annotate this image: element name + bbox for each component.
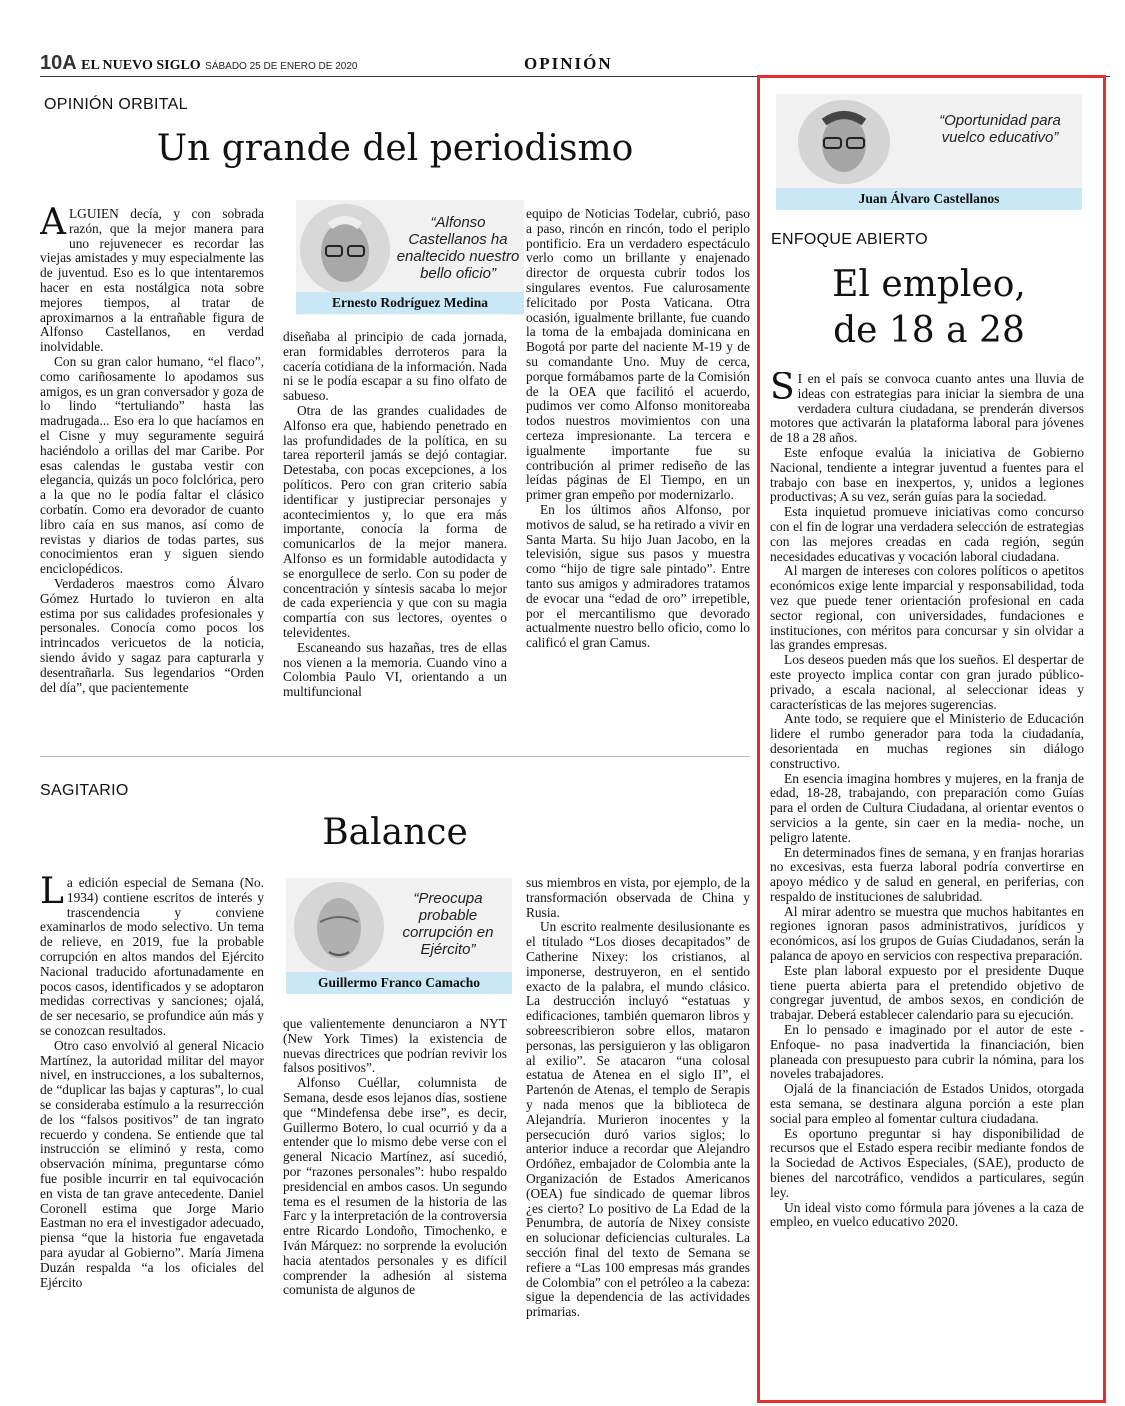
author-box [776, 94, 1082, 210]
article1-title: Un grande del periodismo [156, 128, 634, 169]
author-photo [300, 204, 390, 294]
page-number: 10A [40, 52, 77, 74]
article1-paragraph: Con su gran calor humano, “el flaco”, como cariñosamente lo apodamos sus amigos, es un gran conversador y goza de lo lindo “tertuliando” hasta las madrugada... Eso era lo que hacíamos en el Cisne y muy seguramente seguirá haciéndolo a orillas del mar Caribe. Por esas calendas le gustaba vestir con elegancia, quizás un poco folclórica, pero a la que no le podía faltar el clásico corbatín. Como era devorador de cuanto libro caía en sus manos, así como de revistas y diarios de todas partes, sus conocimientos eran y siguen siendo enciclopédicos. [40, 353, 264, 577]
article1-paragraph: Otra de las grandes cualidades de Alfonso era que, habiendo penetrado en las profundidades de la política, en su tarea reporteril jamás se dejó contagiar. Detestaba, con pocas excepciones, a los políticos. Pero con gran criterio sabía identificar y justipreciar personajes y acontecimientos y, lo que era más importante, conocía la forma de comunicarlos de la mejor manera. Alfonso es un formidable autodidacta y se enorgullece de serlo. Con su poder de concentración y síntesis sacaba lo mejor de cada experiencia y que con su magia compartía con sus lectores, oyentes o televidentes. [283, 402, 507, 640]
article3-paragraph: Ante todo, se requiere que el Ministerio de Educación lidere el rumbo generador para toda la ciudadanía, desorientada en muchas regiones sin diálogo constructivo. [770, 711, 1084, 771]
article3-paragraph: Ojalá de la financiación de Estados Unidos, otorgada esta semana, se destinara alguna porción a este plan social para empleo al fomentar cultura ciudadana. [770, 1081, 1084, 1126]
article1-paragraph: diseñaba al principio de cada jornada, eran formidables derroteros para la cacería cotidiana de la información. Nada ni se le podía escapar a su fino olfato de sabueso. [283, 330, 507, 404]
article1-paragraph: equipo de Noticias Todelar, cubrió, paso a paso, rincón en rincón, todo el periplo pontificio. Era un verdadero espectáculo verlo como un brillante y enajenado director de orquesta cubrir todos los singulares eventos. Fue calurosamente felicitado por Posta Vaticana. Otra ocasión, igualmente brillante, fue cuando la toma de la embajada dominicana en Bogotá por parte del naciente M-19 y de su comandante Uno. Muy de cerca, porque formábamos parte de la Comisión de la OEA que facilitó el acuerdo, pudimos ver como Alfonso monitoreaba todos nuestros movimientos con una certeza impresionante. La tercera e igualmente importante fue su contribución al primer rediseño de las leídas páginas de El Tiempo, en un primer gran empeño por modernizarlo. [526, 207, 750, 503]
section-divider [40, 756, 750, 757]
article3-paragraph: Es oportuno preguntar si hay disponibilidad de recursos que el Estado espera recibir mediante fondos de la Sociedad de Activos Especiales, (SAE), producto de bienes del narcotráfico, vendidos a particulares, según ley. [770, 1125, 1084, 1200]
article1-kicker: OPINIÓN ORBITAL [44, 96, 188, 113]
section-title: OPINIÓN [524, 54, 613, 73]
article3-title-line: de 18 a 28 [833, 310, 1025, 351]
article3-body [770, 372, 1084, 1382]
article2-paragraph: La edición especial de Semana (No. 1934) contiene escritos de interés y trascendencia y conviene examinarlos de modo selectivo. Un tema de relieve, en 2019, fue la probable corrupción en altos mandos del Ejército Nacional traducido afortunadamente en pocos casos, identificados y se adoptaron medidas correctivas y sanciones; ojalá, de ser necesario, se profundice aún más y se conozcan resultados. [40, 876, 264, 1038]
article2-kicker: SAGITARIO [40, 782, 129, 799]
article2-paragraph: que valientemente denunciaron a NYT (New York Times) la existencia de nuevas directrices que podrían revivir los falsos positivos”. [283, 1017, 507, 1076]
drop-cap: A [40, 207, 66, 243]
article3-paragraph: En esencia imagina hombres y mujeres, en la franja de edad, 18-28, trabajando, con preparación como Guías para el orden de Cultura Ciudadana, al orientar eventos o servicios a la gente, sin caer en la media- noche, un peligro latente. [770, 770, 1084, 845]
article1-column-2 [283, 330, 507, 750]
article3-paragraph: En lo pensado e imaginado por el autor de este -Enfoque- no pasa inadvertida la financiación, bien planeada con presupuesto para cubrir la nómina, para los noveles trabajadores. [770, 1022, 1084, 1082]
page-header [40, 52, 357, 75]
author-name: Juan Álvaro Castellanos [776, 188, 1082, 210]
article3-title [770, 262, 1088, 354]
author-box [286, 878, 512, 994]
article3-title-line: El empleo, [832, 264, 1026, 305]
drop-cap: L [40, 876, 64, 912]
article3-paragraph: Este enfoque evalúa la iniciativa de Gobierno Nacional, tendiente a integrar juventud a fuentes para el trabajo con base en inexpertos, y, unidos a legiones productivas; A su vez, serán guías para la sociedad. [770, 444, 1084, 505]
article2-column-1 [40, 876, 264, 1381]
article2-paragraph: sus miembros en vista, por ejemplo, de la transformación observada de China y Rusia. [526, 876, 750, 920]
article3-paragraph: Este plan laboral expuesto por el presidente Duque tiene puerta abierta para el pretendido objetivo de congregar juventud, de ambos sexos, en condición de trabajar. Deberá establecer calendario para su ejecución. [770, 962, 1084, 1023]
drop-cap: S [770, 372, 795, 408]
author-name: Ernesto Rodríguez Medina [296, 292, 524, 314]
author-quote: “Preocupa probable corrupción en Ejército” [402, 890, 494, 958]
article1-paragraph: Escaneando sus hazañas, tres de ellas nos vienen a la memoria. Cuando vino a Colombia Paulo VI, orientando a un multifuncional [283, 639, 507, 700]
author-box [296, 200, 524, 315]
article3-paragraph: Un ideal visto como fórmula para jóvenes a la caza de empleo, en vuelco educativo 2020. [770, 1199, 1084, 1230]
article2-paragraph: Un escrito realmente desilusionante es el titulado “Los dioses decapitados” de Catherine Nixey: los cristianos, al imponerse, destruyeron, en el sentido exacto de la palabra, el mundo clásico. La destrucción incluyó “estatuas y edificaciones, también quemaron libros y sobreescribieron sobre ellos, mataron personas, las persiguieron y las obligaron al exilio”. Se atacaron “una colosal estatua de Atenea en el siglo II”, el Partenón de Atenas, el templo de Serapis y nada menos que la biblioteca de Alejandría. Murieron inocentes y la persecución duró varios siglos; lo anterior induce a recordar que Alejandro Ordóñez, embajador de Colombia ante la Organización de Estados Americanos (OEA) fue sindicado de quemar libros ¿es cierto? Lo positivo de La Edad de la Penumbra, de autoría de Nixey consiste en solucionar deficiencias culturales. La sección final del texto de Semana se refiere a “Las 100 empresas más grandes de Colombia” con el petróleo a la cabeza: sigue la dependencia de las actividades primarias. [526, 919, 750, 1320]
article3-paragraph: Al mirar adentro se muestra que muchos habitantes en regiones ignoran pasos administrativos, jurídicos y económicos, así los grupos de Guías Ciudadanos, serán la palanca de apoyo en servicios con respectiva preparación. [770, 903, 1084, 964]
article1-paragraph: En los últimos años Alfonso, por motivos de salud, se ha retirado a vivir en Santa Marta. Su hijo Juan Jacobo, en la televisión, sigue sus pasos y muestra como “hijo de tigre sale pintado”. Entre tanto sus amigos y admiradores tratamos de evocar una “edad de oro” irrepetible, por el mercantilismo que devorado actualmente nuestro bello oficio, como lo calificó el gran Camus. [526, 501, 750, 651]
article2-column-3 [526, 876, 750, 1381]
author-quote: “Alfonso Castellanos ha enaltecido nuestro bello oficio” [396, 214, 520, 282]
author-quote: “Oportunidad para vuelco educativo” [939, 112, 1061, 146]
article2-paragraph: Otro caso envolvió al general Nicacio Martínez, la autoridad militar del mayor nivel, en instrucciones, a los subalternos, de “duplicar las bajas y capturas”, lo cual se consideraba estímulo a la resurrección de los “falsos positivos” de tan ingrato recuerdo y condena. Se entiende que tal instrucción se eliminó y resta, como observación mínima, preguntarse cómo fue posible incurrir en tal equivocación en vista de tan grave antecedente. Daniel Coronell estima que Jorge Mario Eastman no era el investigador adecuado, piensa “que la historia fue engavetada para ayudar al Gobierno”. María Jimena Duzán respalda “a los oficiales del Ejército [40, 1037, 264, 1290]
author-name: Guillermo Franco Camacho [286, 972, 512, 994]
article3-paragraph: Al margen de intereses con colores políticos o apetitos económicos exige lente imparcial y responsabilidad, toda vez que puede tener orientación profesional en cada sector regional, con universidades, fundaciones e instituciones, con méritos para concursar y sin olvidar a las grandes empresas. [770, 563, 1084, 653]
author-photo [798, 100, 890, 184]
author-photo [294, 882, 384, 972]
article3-kicker: ENFOQUE ABIERTO [771, 231, 928, 248]
newspaper-name: EL NUEVO SIGLO [81, 58, 201, 73]
issue-date: SÁBADO 25 DE ENERO DE 2020 [205, 61, 358, 72]
article2-column-2 [283, 1017, 507, 1382]
article2-title: Balance [322, 812, 468, 853]
article3-paragraph: Esta inquietud promueve iniciativas como concurso con el fin de lograr una verdadera selección de estrategias con las mejores creadas en cada región, según necesidades educativas y vocación laboral ciudadana. [770, 504, 1084, 564]
article1-paragraph: ALGUIEN decía, y con sobrada razón, que la mejor manera para uno rejuvenecer es recordar las viejas amistades y muy especialmente las de juventud. Eso es lo que intentaremos hacer en esta nostálgica nota sobre mejores tiempos, al tratar de aproximarnos a la entrañable figura de Alfonso Castellanos, en verdad inolvidable. [40, 207, 264, 355]
article1-paragraph: Verdaderos maestros como Álvaro Gómez Hurtado lo tuvieron en alta estima por sus calidades profesionales y personales. Conocía como pocos los intrincados vericuetos de la noticia, siendo ávido y sagaz para capturarla y desentrañarla. Sus legendarios “Orden del día”, que pacientemente [40, 575, 264, 695]
article3-paragraph: En determinados fines de semana, y en franjas horarias no excesivas, esta fuerza laboral podría convertirse en apoyo médico y de salud en general, en periferias, con respaldo de instituciones de salubridad. [770, 844, 1084, 904]
article1-column-1 [40, 207, 264, 747]
article2-paragraph: Alfonso Cuéllar, columnista de Semana, desde esos lejanos días, sostiene que “Mindefensa debe irse”, es decir, Guillermo Botero, lo cual ocurrió y da a entender que lo mismo debe verse con el general Nicacio Martínez, así sucedió, por “razones personales”: hubo respaldo presidencial en ambos casos. Un segundo tema es el resumen de la historia de las Farc y la interpretación de la controversia entre Ricardo Londoño, Timochenko, e Iván Márquez: no sorprende la evolución hacia atentados personales y es difícil comprender la adhesión al sistema comunista de algunos de [283, 1075, 507, 1298]
article1-column-3 [526, 207, 750, 747]
article3-paragraph: Los deseos pueden más que los sueños. El despertar de este proyecto implica contar con gran jurado público-privado, a escala nacional, al seleccionar ideas y características de las mejores sugerencias. [770, 652, 1084, 712]
article3-paragraph: S I en el país se convoca cuanto antes una lluvia de ideas con estrategias para iniciar la siembra de una verdadera cultura ciudadana, se prenderán diversos motores que activarán la plataforma laboral para jóvenes de 18 a 28 años. [770, 372, 1084, 446]
